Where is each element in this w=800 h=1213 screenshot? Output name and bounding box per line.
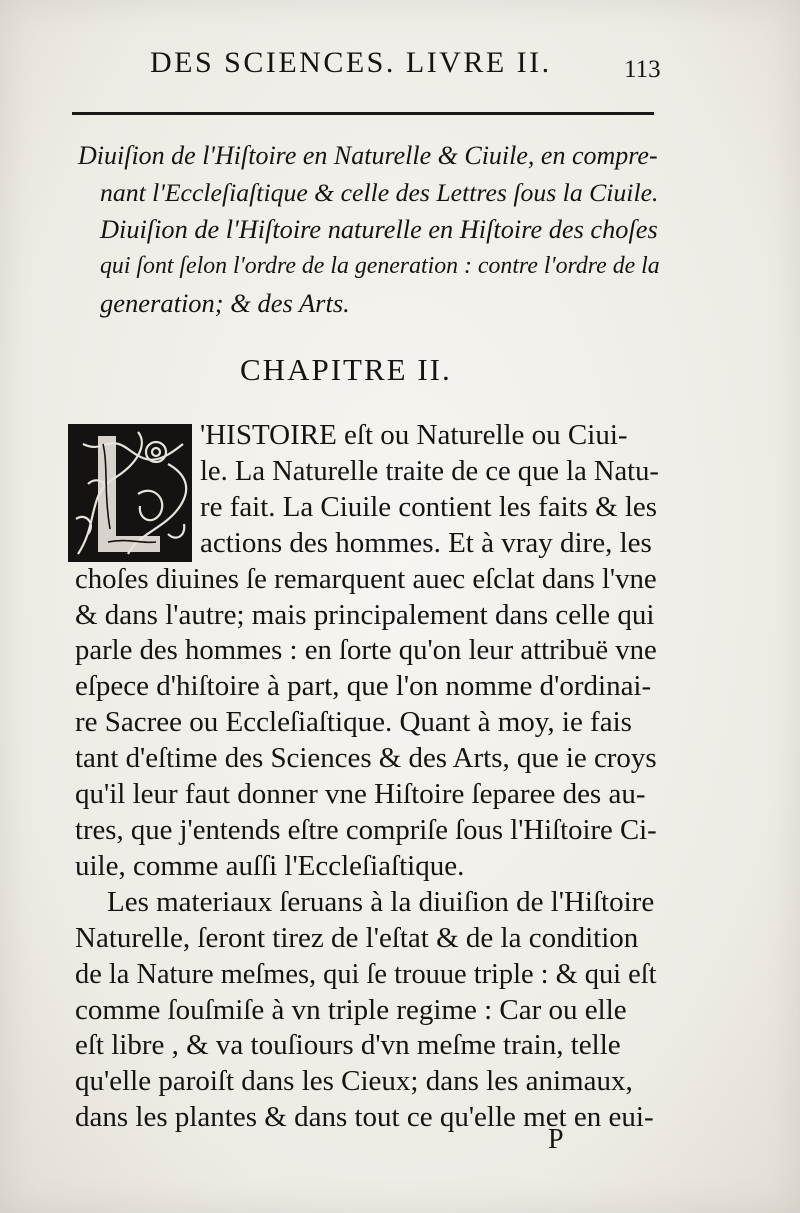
body-line: eſpece d'hiſtoire à part, que l'on nomme d'ordinai-	[75, 670, 652, 703]
body-line: qu'il leur faut donner vne Hiſtoire ſeparee des au-	[75, 778, 646, 811]
body-line: re Sacree ou Eccleſiaſtique. Quant à moy, ie fais	[75, 706, 632, 739]
summary-line: Diuiſion de l'Hiſtoire naturelle en Hiſtoire des choſes	[100, 214, 658, 244]
body-line: comme ſouſmiſe à vn triple regime : Car ou elle	[75, 993, 627, 1026]
signature-mark: P	[548, 1124, 564, 1155]
body-line: re fait. La Ciuile contient les faits & les	[200, 490, 657, 523]
body-line: actions des hommes. Et à vray dire, les	[200, 526, 652, 559]
body-line: 'HISTOIRE eſt ou Naturelle ou Ciui-	[200, 419, 628, 451]
body-line: tres, que j'entends eſtre compriſe ſous l'Hiſtoire Ci-	[75, 813, 657, 846]
body-line: Les materiaux ſeruans à la diuiſion de l'Hiſtoire	[107, 885, 655, 918]
body-text	[75, 418, 659, 1136]
header-rule	[72, 112, 654, 115]
chapter-summary	[78, 138, 660, 322]
body-line: dans les plantes & dans tout ce qu'elle met en eui-	[75, 1101, 654, 1134]
running-title: DES SCIENCES. LIVRE II.	[150, 46, 552, 79]
summary-line: Diuiſion de l'Hiſtoire en Naturelle & Ciuile, en compre-	[78, 141, 658, 170]
chapter-title: CHAPITRE II.	[240, 352, 452, 387]
body-line: qu'elle paroiſt dans les Cieux; dans les animaux,	[75, 1065, 633, 1098]
body-line: de la Nature meſmes, qui ſe trouue triple : & qui eſt	[75, 958, 657, 990]
body-line: uile, comme auſſi l'Eccleſiaſtique.	[75, 849, 465, 882]
body-line: Naturelle, ſeront tirez de l'eſtat & de la condition	[75, 921, 639, 954]
body-line: choſes diuines ſe remarquent auec eſclat dans l'vne	[75, 562, 657, 595]
body-line: tant d'eſtime des Sciences & des Arts, que ie croys	[75, 742, 657, 775]
summary-line: qui ſont ſelon l'ordre de la generation : contre l'ordre de la	[100, 253, 660, 280]
body-line: le. La Naturelle traite de ce que la Natu-	[200, 455, 659, 487]
summary-line: generation; & des Arts.	[100, 288, 350, 319]
body-line: eſt libre , & va touſiours d'vn meſme train, telle	[75, 1029, 621, 1062]
page-number: 113	[624, 56, 661, 83]
summary-line: nant l'Eccleſiaſtique & celle des Lettres ſous la Ciuile.	[100, 177, 659, 207]
body-line: & dans l'autre; mais principalement dans celle qui	[75, 598, 655, 631]
body-line: parle des hommes : en ſorte qu'on leur attribuë vne	[75, 634, 657, 667]
